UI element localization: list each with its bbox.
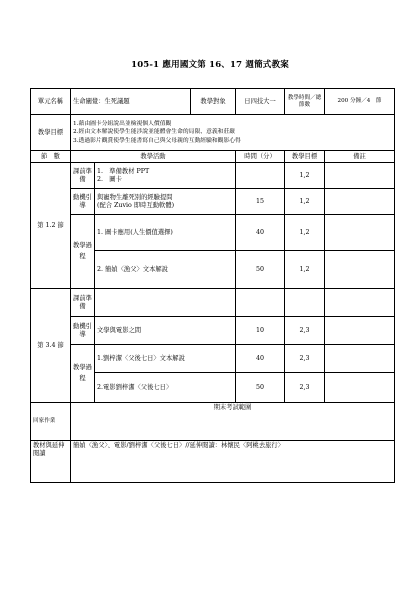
activity-line: [95, 289, 236, 317]
objective-cell: 2,3: [285, 373, 325, 403]
unit-row: [31, 89, 395, 115]
activity-line: 1. 圖卡應用(人生價值選擇): [95, 215, 236, 251]
objective-cell: 1,2: [285, 215, 325, 251]
activity-line: 2. 圖卡: [97, 175, 122, 183]
col-periods: 節 數: [31, 151, 71, 163]
activity-line: (配合 Zuvio 即時互動軟體): [97, 201, 175, 209]
notes-cell: [325, 189, 395, 215]
table-row: [31, 215, 395, 251]
page-title: 105-1 應用國文第 16、17 週簡式教案: [131, 60, 289, 70]
unit-label: 單元名稱: [31, 89, 71, 115]
objective-cell: 1,2: [285, 189, 325, 215]
unit-value: 生命闡覺：生死議題: [71, 89, 191, 115]
stage-label: 課前準備: [71, 289, 95, 317]
stage-label: 動機引導: [71, 189, 95, 215]
minutes-cell: 50: [236, 373, 285, 403]
goal-item: 1.藉由圖卡分組說出並檢視個人價值觀: [73, 120, 172, 127]
homework-label: 回家作業: [31, 403, 71, 441]
materials-row: [31, 441, 395, 483]
notes-cell: [325, 345, 395, 373]
goals-label: 教學目標: [31, 115, 71, 151]
stage-label: 動機引導: [71, 317, 95, 345]
stage-label: 教學過程: [71, 345, 95, 403]
goals-list: [71, 115, 395, 151]
minutes-cell: 15: [236, 189, 285, 215]
goals-row: [31, 115, 395, 151]
table-row: [31, 163, 395, 189]
session1-periods: 第 1.2 節: [31, 163, 71, 289]
notes-cell: [325, 215, 395, 251]
homework-row: [31, 403, 395, 441]
col-notes: 備註: [325, 151, 395, 163]
audience-label: 教學對象: [191, 89, 236, 115]
stage-label: 教學過程: [71, 215, 95, 289]
objective-cell: 1,2: [285, 163, 325, 189]
materials-value: 簡媜〈漁父〉、電影/劉梓潔〈父後七日〉//延伸閱讀：林懷民〈阿桃去旅行〉: [71, 441, 395, 483]
objective-cell: 2,3: [285, 317, 325, 345]
minutes-cell: 50: [236, 251, 285, 289]
table-row: [31, 289, 395, 317]
activity-line: 與寵物生離死別的經驗提問: [97, 193, 173, 201]
activity-line: 2. 簡媜〈漁父〉文本解說: [95, 251, 236, 289]
notes-cell: [325, 289, 395, 317]
table-row: [31, 189, 395, 215]
activity-line: 文學與電影之間: [95, 317, 236, 345]
activity-line: 1.劉梓潔〈父後七日〉文本解說: [95, 345, 236, 373]
col-activities: 教學活動: [71, 151, 236, 163]
time-value: 200 分鐘／4 節: [325, 89, 395, 115]
minutes-cell: 40: [236, 215, 285, 251]
notes-cell: [325, 163, 395, 189]
table-row: [31, 317, 395, 345]
lesson-plan-table: [30, 88, 395, 483]
objective-cell: 1,2: [285, 251, 325, 289]
minutes-cell: [236, 289, 285, 317]
activity-cell: [95, 163, 236, 189]
table-row: [31, 345, 395, 373]
activity-cell: [95, 189, 236, 215]
minutes-cell: [236, 163, 285, 189]
col-minutes: 時間（分）: [236, 151, 285, 163]
minutes-cell: 40: [236, 345, 285, 373]
goal-item: 2.經由文本解說使學生能涉說並能體會生命的局限、意義和莊嚴: [73, 129, 236, 136]
time-label: 教學時間／總節數: [285, 89, 325, 115]
audience-value: 日四技大一: [236, 89, 285, 115]
column-header-row: [31, 151, 395, 163]
minutes-cell: 10: [236, 317, 285, 345]
notes-cell: [325, 317, 395, 345]
col-objective: 教學目標: [285, 151, 325, 163]
notes-cell: [325, 251, 395, 289]
objective-cell: [285, 289, 325, 317]
activity-line: 2.電影劉梓潔〈父後七日〉: [95, 373, 236, 403]
activity-line: 1. 準備教材 PPT: [97, 167, 150, 175]
stage-label: 課前準備: [71, 163, 95, 189]
materials-label: 教材與延伸閱讀: [31, 441, 71, 483]
objective-cell: 2,3: [285, 345, 325, 373]
session2-periods: 第 3.4 節: [31, 289, 71, 403]
homework-value: 期末考試範圍: [71, 403, 395, 441]
notes-cell: [325, 373, 395, 403]
goal-item: 3.透過影片觀賞使學生能書寫自己與父母親的互動經驗和觀影心得: [73, 137, 241, 144]
